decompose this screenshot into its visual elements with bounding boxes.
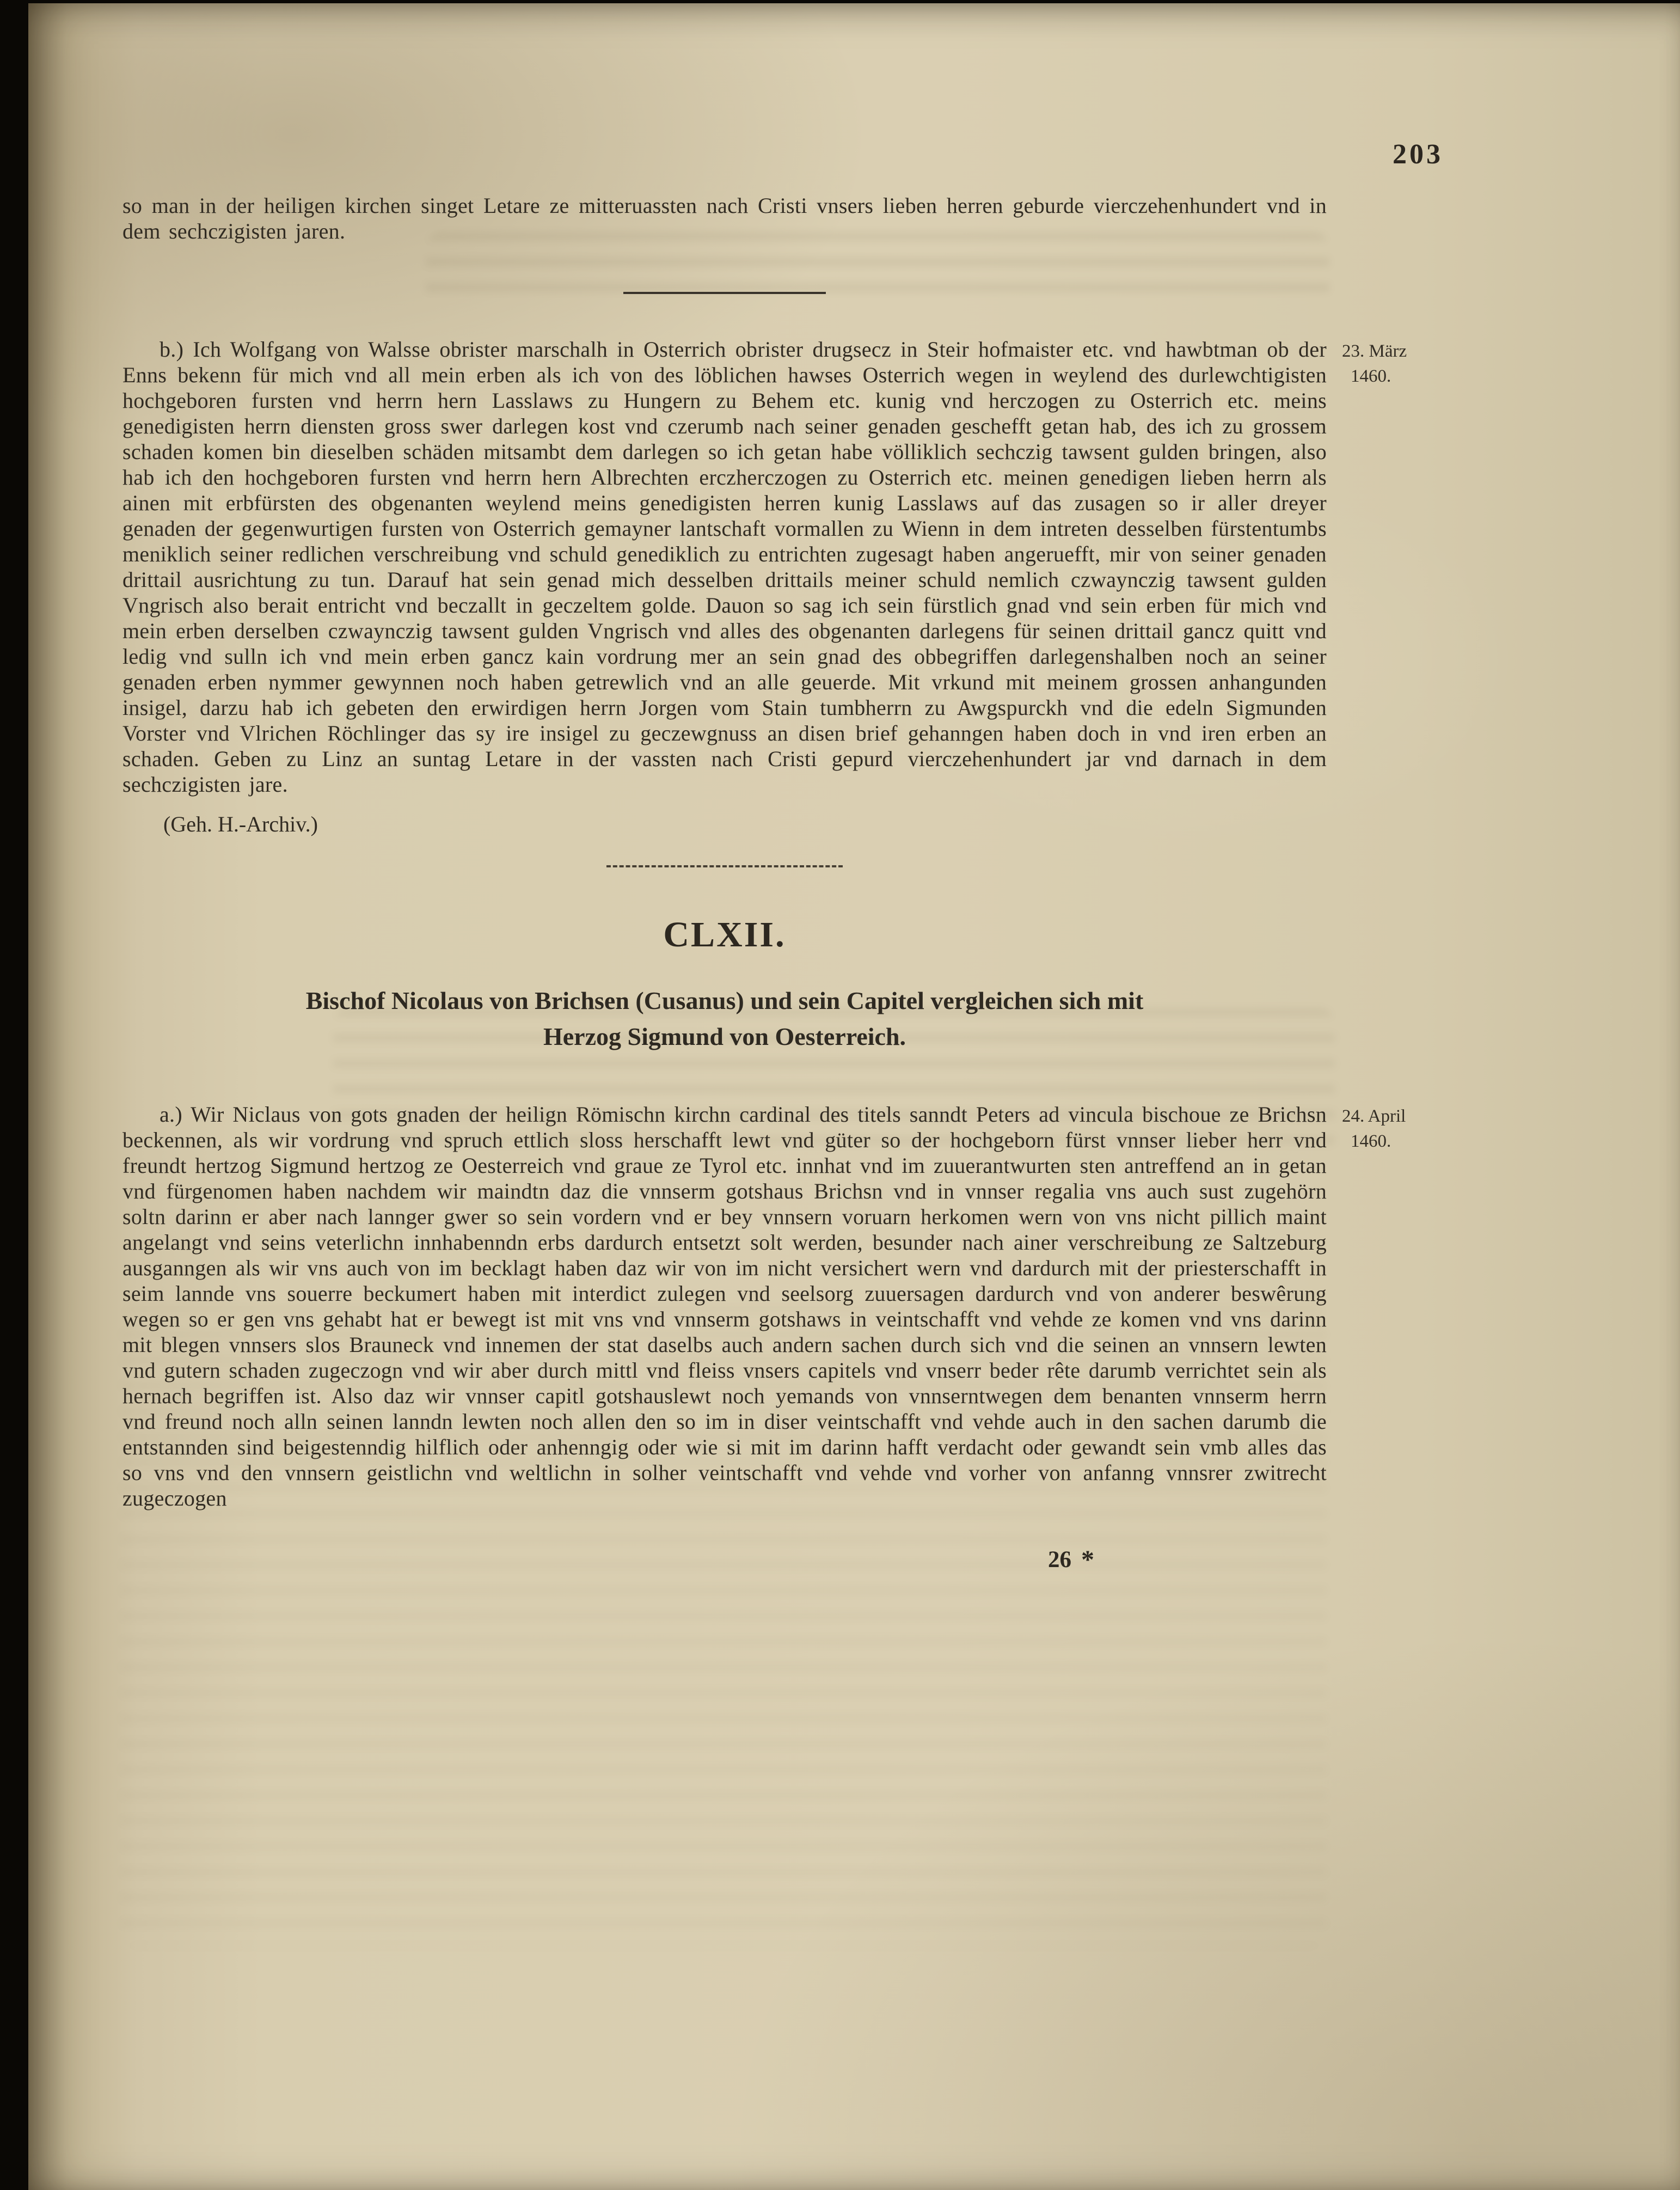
margin-year-line: 1460.: [1351, 1131, 1391, 1151]
margin-date-note-a: [1342, 1104, 1489, 1154]
margin-date-line: 23. März: [1342, 341, 1407, 361]
document-section-b: [122, 337, 1407, 837]
paragraph-document-b: b.) Ich Wolfgang von Walsse obrister marschalh in Osterrich obrister drugsecz in Steir hofmaister etc. vnd hawbtman ob der Enns bekenn für mich vnd all mein erben als ich von des löblichen hawses Osterrich wegen in weylend des durlewchtigisten hochgeboren fursten vnd herrn hern Lasslaws zu Hungern zu Behem etc. kunig vnd herczogen zu Osterrich etc. meins genedigisten herrn diensten gross swer darlegen kost vnd czerumb nach seiner genaden geschefft getan hab, des ich zu grossem schaden komen bin dieselben schäden mitsambt dem darlegen so ich getan habe völliklich sechczig tawsent gulden bringen, also hab ich den hochgeboren fursten vnd herrn hern Albrechten erczherczogen zu Osterrich etc. meinen genedigen lieben herrn als ainen mit erbfürsten des obgenanten weylend meins genedigisten herren kunig Lasslaws auf das zusagen so ir aller dreyer genaden der gegenwurtigen fursten von Osterrich gemayner lantschaft vormallen zu Wienn in dem intreten desselben fürstentumbs meniklich seiner redlichen verschreibung vnd schuld genediklich zu entrichten zugesagt haben angeruefft, mir von seiner genaden drittail ausrichtung zu tun. Darauf hat sein genad mich desselben drittails meiner schuld nemlich czwaynczig tawsent gulden Vngrisch also berait entricht vnd beczallt in geczeltem golde. Dauon so sag ich sein fürstlich gnad vnd sein erben für mich vnd mein erben derselben czwaynczig tawsent gulden Vngrisch vnd alles des obgenanten darlegens für seinen drittail gancz quitt vnd ledig vnd sulln ich vnd mein erben gancz kain vordrung mer an sein gnad des obbegriffen darlegenshalben noch an seiner genaden erben nymmer gewynnen noch haben getrewlich vnd an alle geuerde. Mit vrkund mit meinem grossen anhangunden insigel, darzu hab ich gebeten den erwirdigen herrn Jorgen vom Stain tumbherrn zu Awgspurckh vnd die edeln Sigmunden Vorster vnd Vlrichen Röchlinger das sy ire insigel zu geczewgnuss an disen brief gehanngen haben doch in vnd iren erben an schaden. Geben zu Linz an suntag Letare in der vassten nach Cristi gepurd vierczehenhundert jar vnd darnach in dem sechczigisten jare.: [122, 337, 1327, 797]
chapter-number-heading: CLXII.: [663, 915, 786, 955]
document-section-a: [122, 1102, 1406, 1511]
sheet-signature-row: [122, 1545, 1327, 1583]
chapter-title-heading: [122, 983, 1327, 1055]
section-divider-dashed-rule: [606, 865, 843, 867]
margin-year-line: 1460.: [1351, 366, 1391, 386]
chapter-title-line2: Herzog Sigmund von Oesterreich.: [543, 1023, 906, 1050]
paragraph-continuation: so man in der heiligen kirchen singet Letare ze mitteruassten nach Cristi vnsers lieben herren geburde vierczehenhundert vnd in dem sechczigisten jaren.: [122, 193, 1327, 243]
sheet-signature: [1048, 1545, 1094, 1575]
page-number: 203: [1393, 139, 1443, 170]
chapter-title-line1: Bischof Nicolaus von Brichsen (Cusanus) und sein Capitel vergleichen sich mit: [305, 987, 1144, 1014]
margin-date-line: 24. April: [1342, 1106, 1406, 1126]
signature-number: 26: [1048, 1547, 1071, 1573]
paragraph-document-a: a.) Wir Niclaus von gots gnaden der heilign Römischn kirchn cardinal des titels sanndt Peters ad vincula bischoue ze Brichsn beckennen, als wir vordrung vnd spruch ettlich sloss herschafft lewt vnd güter so der hochgeborn fürst vnnser lieber herr vnd freundt hertzog Sigmund hertzog ze Oesterreich vnd graue ze Tyrol etc. innhat vnd im zuuerantwurten sten antreffend an in getan vnd fürgenomen haben nachdem wir maindtn daz die vnnserm gotshaus Brichsn vnd in vnnser regalia vns auch sust zugehörn soltn darinn er aber nach lannger gwer so sein vordern vnd er bey vnnsern voruarn herkomen wern von vns nicht pillich maint angelangt vnd seins veterlichn innhabenndn erbs dardurch entsetzt solt werden, besunder nach ainer verschreibung ze Saltzeburg ausganngen als wir vns auch von im becklagt haben daz wir von im nicht versichert wern vnd dardurch mit der priesterschafft in seim lannde vns souerre beckumert haben mit interdict zulegen vnd seelsorg zuuersagen dardurch vnd von anderer beswêrung wegen so er gen vns gehabt hat er bewegt ist mit vns vnd vnnserm gotshaws in veintschafft vnd vehde ze komen vnd vns darinn mit blegen vnnsers slos Brauneck vnd innemen der stat daselbs auch andern sachen durch sich vnd die seinen an vnnsern lewten vnd gutern schaden zugeczogn vnd wir aber durch mittl vnd fleiss vnsers capitels vnd vnserr beder rête darumb verrichtet sein als hernach begriffen ist. Also daz wir vnnser capitl gotshauslewt noch yemands von vnnserntwegen dem benanten vnnserm herrn vnd freund noch alln seinen lanndn lewten noch allen den so im in diser veintschafft vnd vehde auch in den sachen darumb die entstannden sind beigestenndig hilflich oder anhenngig oder wie si mit im darinn hafft verdacht oder gewandt sein vmb alles das so vns vnd den vnnsern geistlichn vnd weltlichn in solher veintschafft vnd vehde vnd vorher von anfanng vnnsrer zwitrecht zugeczogen: [122, 1102, 1327, 1510]
page-content: [122, 3, 1407, 1583]
section-divider-rule: [623, 292, 826, 294]
archive-source-note: (Geh. H.-Archiv.): [163, 812, 318, 836]
signature-star-mark: *: [1081, 1545, 1094, 1574]
paper-sheet: [28, 3, 1680, 2190]
margin-date-note-b: [1342, 339, 1489, 389]
